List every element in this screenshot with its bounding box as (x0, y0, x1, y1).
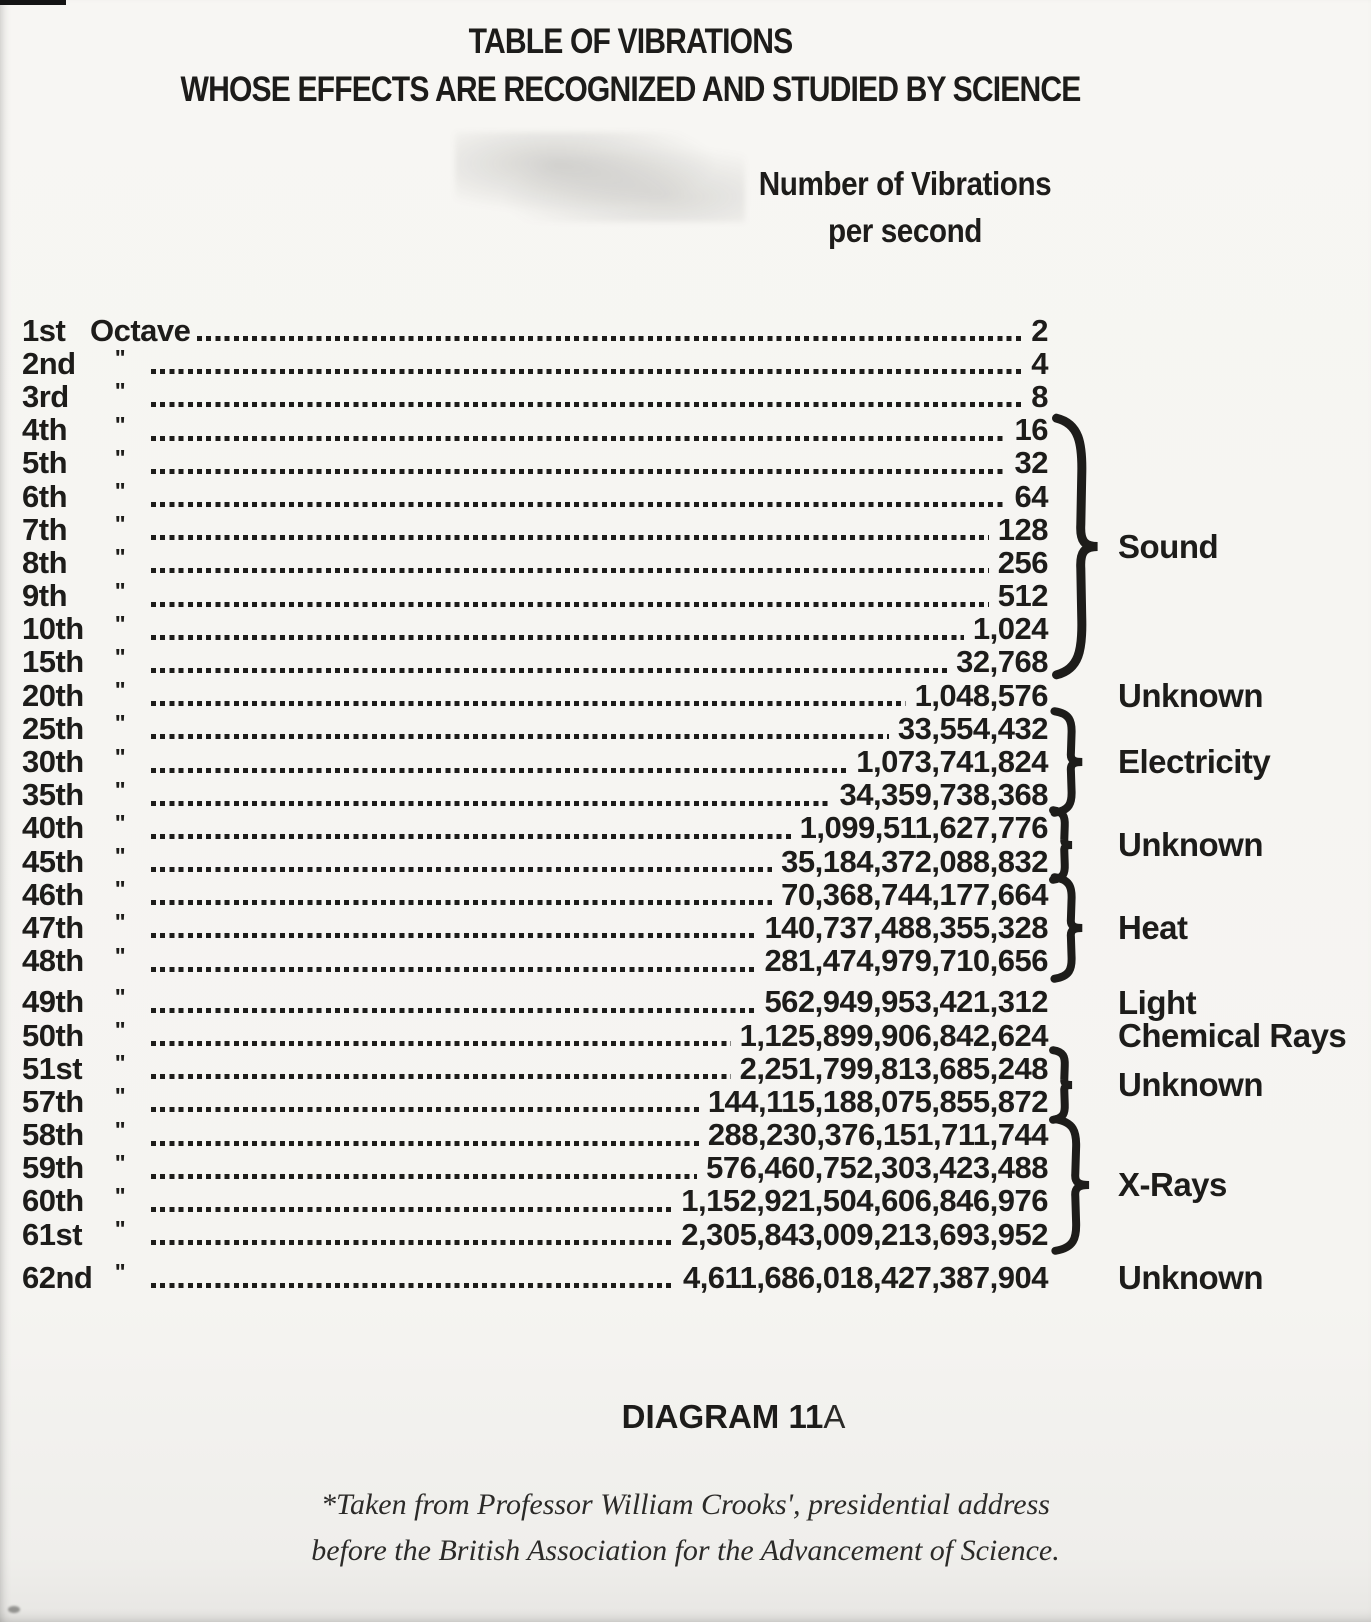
octave-ordinal: 51st (22, 1050, 83, 1086)
vibrations-per-second-value: 562,949,953,421,312 (764, 984, 1048, 1020)
leader-dots (151, 1283, 674, 1288)
vibrations-per-second-value: 2,305,843,009,213,693,952 (681, 1216, 1048, 1252)
octave-ordinal: 30th (22, 744, 84, 780)
footnote (0, 1482, 1371, 1574)
octave-ordinal: 9th (22, 578, 67, 614)
leader-dots (151, 535, 989, 540)
table-row (18, 610, 1048, 647)
table-row (18, 983, 1048, 1020)
category-label: Unknown (1118, 676, 1263, 714)
table-row (18, 745, 1048, 778)
octave-ditto-mark: " (114, 1017, 126, 1044)
leader-dots (151, 436, 1006, 441)
table-row (18, 1182, 1048, 1219)
octave-ditto-mark: " (114, 345, 126, 372)
vibrations-per-second-value: 2 (1031, 312, 1048, 348)
octave-ditto-mark: " (114, 677, 126, 704)
vibrations-per-second-value: 144,115,188,075,855,872 (707, 1083, 1048, 1119)
octave-ordinal: 6th (22, 478, 67, 514)
vibrations-per-second-value: 1,099,511,627,776 (799, 810, 1048, 846)
table-row (18, 1149, 1048, 1186)
octave-ditto-mark: " (114, 544, 126, 571)
table-row (18, 1085, 1048, 1118)
octave-ordinal: 5th (22, 445, 67, 481)
vibrations-per-second-value: 33,554,432 (897, 710, 1048, 746)
vibrations-per-second-value: 1,073,741,824 (856, 744, 1048, 780)
vibrations-per-second-value: 512 (997, 578, 1048, 614)
octave-ditto-mark: " (114, 444, 126, 471)
octave-ditto-mark: " (114, 1050, 126, 1077)
octave-ordinal: 60th (22, 1183, 84, 1219)
leader-dots (151, 502, 1006, 507)
leader-dots (151, 1107, 699, 1112)
table-row (18, 444, 1048, 481)
octave-ordinal: 8th (22, 544, 67, 580)
leader-dots (151, 967, 755, 972)
leader-dots (151, 1141, 699, 1146)
table-row (18, 1052, 1048, 1085)
vibrations-per-second-value: 35,184,372,088,832 (781, 843, 1048, 879)
vibrations-per-second-value: 281,474,979,710,656 (764, 943, 1048, 979)
octave-ordinal: 61st (22, 1216, 83, 1252)
table-row (18, 347, 1048, 380)
category-brace (1050, 1115, 1096, 1255)
category-brace (1050, 808, 1076, 882)
category-brace (1050, 1048, 1076, 1122)
octave-ordinal: 3rd (22, 378, 69, 414)
octave-ditto-mark: " (114, 1116, 126, 1143)
octave-ordinal: 47th (22, 909, 84, 945)
table-row (18, 513, 1048, 546)
octave-ditto-mark: " (114, 577, 126, 604)
octave-ordinal: 1st (22, 312, 66, 348)
octave-ordinal: 35th (22, 777, 84, 813)
page-title-line2: WHOSE EFFECTS ARE RECOGNIZED AND STUDIED BY SCIENCE (180, 70, 1081, 109)
diagram-caption-suffix: A (823, 1398, 846, 1435)
leader-dots (151, 635, 964, 640)
octave-ordinal: 46th (22, 876, 84, 912)
leader-dots (151, 602, 989, 607)
vibrations-per-second-value: 128 (997, 511, 1048, 547)
octave-ordinal: 45th (22, 843, 84, 879)
leader-dots (151, 668, 947, 673)
table-row (18, 411, 1048, 448)
scan-artifact-top-bar (0, 0, 66, 5)
leader-dots (151, 900, 772, 905)
leader-dots (151, 701, 906, 706)
octave-ordinal: 58th (22, 1117, 84, 1153)
table-row (18, 809, 1048, 846)
leader-dots (151, 469, 1006, 474)
octave-word-label: Octave (90, 312, 191, 348)
octave-ditto-mark: " (114, 511, 126, 538)
leader-dots (151, 402, 1022, 407)
octave-ordinal: 62nd (22, 1259, 93, 1295)
vibrations-per-second-value: 32,768 (956, 644, 1048, 680)
vibrations-per-second-value: 288,230,376,151,711,744 (707, 1117, 1048, 1153)
octave-ditto-mark: " (114, 1182, 126, 1209)
category-brace (1050, 874, 1088, 982)
leader-dots (151, 1240, 672, 1245)
leader-dots (151, 768, 847, 773)
vibrations-per-second-value: 16 (1014, 412, 1048, 448)
category-label: X-Rays (1118, 1166, 1227, 1203)
octave-ordinal: 10th (22, 611, 84, 647)
vibrations-per-second-value: 2,251,799,813,685,248 (739, 1050, 1048, 1086)
leader-dots (151, 734, 889, 739)
leader-dots (151, 1207, 672, 1212)
leader-dots (151, 933, 755, 938)
vibrations-per-second-value: 1,024 (972, 611, 1048, 647)
table-row (18, 546, 1048, 579)
octave-ditto-mark: " (114, 643, 126, 670)
table-row (18, 776, 1048, 813)
table-row (18, 1116, 1048, 1153)
table-row (18, 380, 1048, 413)
octave-ordinal: 59th (22, 1150, 84, 1186)
page-title (0, 18, 1261, 114)
octave-ordinal: 57th (22, 1083, 84, 1119)
octave-ditto-mark: " (114, 776, 126, 803)
octave-ordinal: 50th (22, 1017, 84, 1053)
page-title-line1: TABLE OF VIBRATIONS (468, 22, 793, 61)
octave-ordinal: 7th (22, 511, 67, 547)
vibration-table (18, 314, 1048, 1294)
octave-ditto-mark: " (114, 843, 126, 870)
leader-dots (151, 1074, 731, 1079)
octave-ditto-mark: " (114, 1259, 126, 1286)
octave-ordinal: 40th (22, 810, 84, 846)
vibrations-per-second-value: 1,152,921,504,606,846,976 (681, 1183, 1048, 1219)
category-label: Unknown (1118, 1258, 1263, 1296)
leader-dots (151, 1174, 697, 1179)
scan-artifact-bottom-left (8, 1606, 20, 1613)
octave-ordinal: 49th (22, 984, 84, 1020)
octave-ditto-mark: " (114, 743, 126, 770)
octave-ordinal: 48th (22, 943, 84, 979)
octave-ordinal: 15th (22, 644, 84, 680)
table-row (18, 679, 1048, 712)
leader-dots (151, 867, 772, 872)
leader-dots (151, 1008, 755, 1013)
diagram-caption-bold: DIAGRAM 11 (621, 1398, 824, 1435)
octave-ditto-mark: " (114, 411, 126, 438)
vibrations-per-second-value: 34,359,738,368 (839, 777, 1048, 813)
table-row (18, 845, 1048, 878)
category-label: Heat (1118, 909, 1188, 946)
table-row (18, 1019, 1048, 1052)
octave-ditto-mark: " (114, 1083, 126, 1110)
category-label: Unknown (1118, 1066, 1263, 1103)
vibrations-per-second-value: 8 (1031, 378, 1048, 414)
octave-ditto-mark: " (114, 1216, 126, 1243)
category-label: Chemical Rays (1118, 1016, 1347, 1054)
table-row (18, 643, 1048, 680)
vibrations-per-second-value: 70,368,744,177,664 (781, 876, 1048, 912)
octave-ditto-mark: " (114, 610, 126, 637)
show-through-smudge (455, 132, 745, 222)
diagram-caption (0, 1398, 1371, 1436)
table-row (18, 314, 1048, 347)
vibrations-per-second-value: 32 (1014, 445, 1048, 481)
table-row (18, 1261, 1048, 1294)
column-header-line1: Number of Vibrations (758, 165, 1052, 202)
leader-dots (151, 834, 791, 839)
column-header-line2: per second (828, 212, 982, 249)
table-row (18, 1218, 1048, 1251)
vibrations-per-second-value: 140,737,488,355,328 (764, 909, 1048, 945)
octave-ditto-mark: " (114, 983, 126, 1010)
octave-ditto-mark: " (114, 942, 126, 969)
category-label: Unknown (1118, 826, 1263, 863)
leader-dots (151, 1041, 731, 1046)
column-header (752, 160, 1058, 254)
octave-ditto-mark: " (114, 876, 126, 903)
leader-dots (151, 801, 831, 806)
category-label: Sound (1118, 527, 1219, 565)
table-row (18, 878, 1048, 911)
vibrations-per-second-value: 4,611,686,018,427,387,904 (682, 1259, 1048, 1295)
vibrations-per-second-value: 256 (997, 544, 1048, 580)
leader-dots (197, 336, 1022, 341)
octave-ditto-mark: " (114, 478, 126, 505)
octave-ordinal: 20th (22, 677, 84, 713)
vibrations-per-second-value: 4 (1031, 345, 1048, 381)
category-label: Light (1118, 983, 1197, 1021)
vibrations-per-second-value: 1,125,899,906,842,624 (739, 1017, 1048, 1053)
octave-ditto-mark: " (114, 809, 126, 836)
table-row (18, 480, 1048, 513)
footnote-line2: before the British Association for the Advancement of Science. (311, 1534, 1060, 1567)
octave-ditto-mark: " (114, 909, 126, 936)
octave-ordinal: 4th (22, 412, 67, 448)
category-label: Electricity (1118, 743, 1271, 780)
footnote-line1: *Taken from Professor William Crooks', presidential address (321, 1488, 1050, 1521)
category-brace (1050, 410, 1106, 683)
octave-ditto-mark: " (114, 378, 126, 405)
octave-ordinal: 2nd (22, 345, 76, 381)
octave-ordinal: 25th (22, 710, 84, 746)
table-row (18, 712, 1048, 745)
table-row (18, 911, 1048, 944)
vibrations-per-second-value: 64 (1014, 478, 1048, 514)
octave-ditto-mark: " (114, 1149, 126, 1176)
octave-ditto-mark: " (114, 710, 126, 737)
vibrations-per-second-value: 1,048,576 (914, 677, 1048, 713)
vibrations-per-second-value: 576,460,752,303,423,488 (706, 1150, 1048, 1186)
table-row (18, 577, 1048, 614)
table-row (18, 942, 1048, 979)
category-brace (1050, 708, 1088, 816)
leader-dots (151, 369, 1022, 374)
leader-dots (151, 568, 989, 573)
